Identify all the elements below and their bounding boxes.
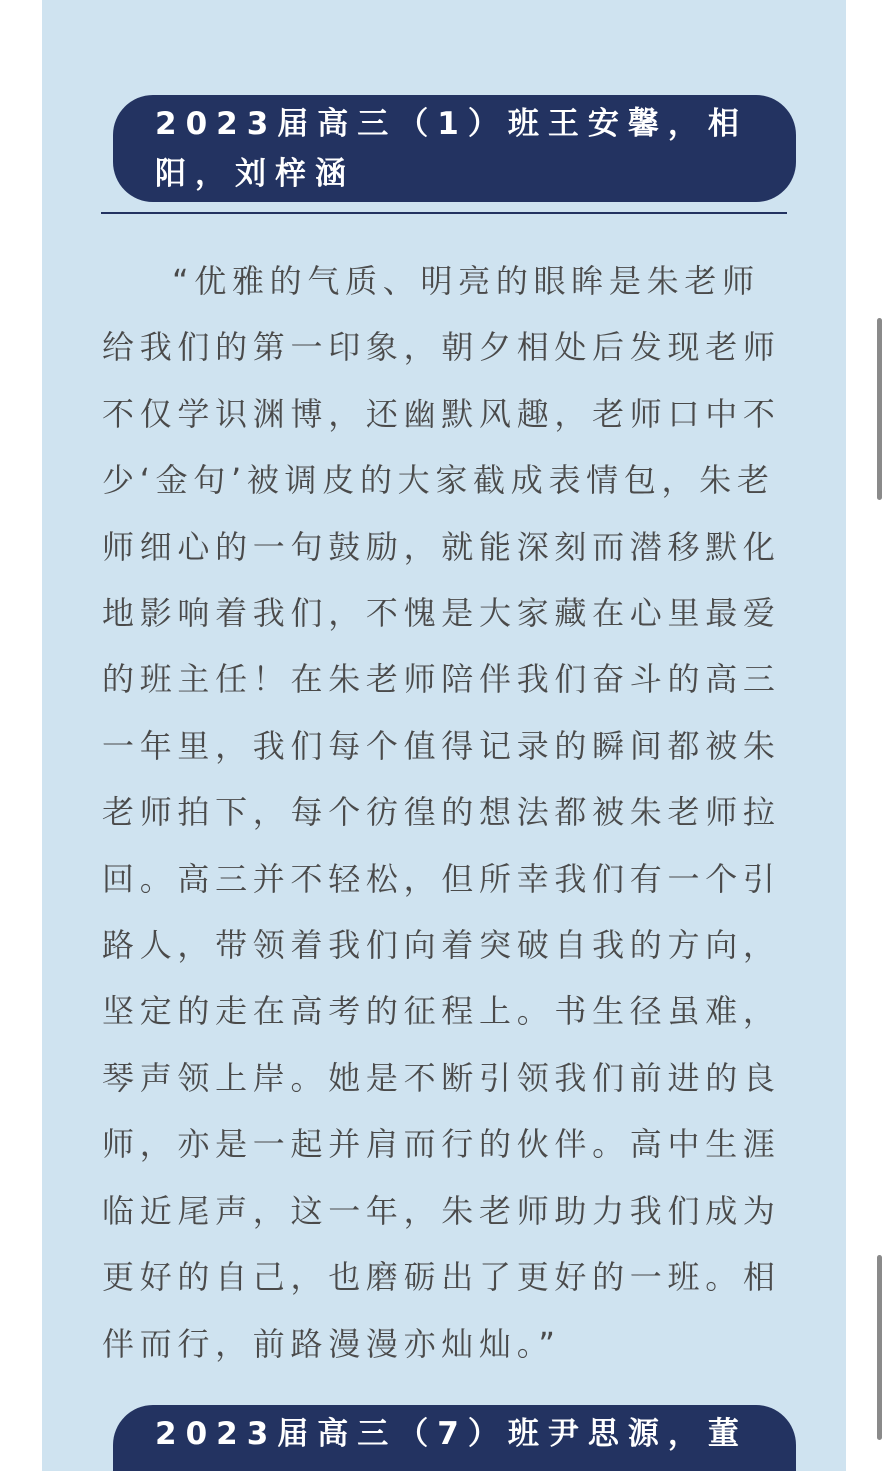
next-section-title-banner [113, 1405, 796, 1471]
next-section-title: 2023届高三（7）班尹思源，董 [155, 1416, 748, 1452]
student-quote: “优雅的气质、明亮的眼眸是朱老师给我们的第一印象，朝夕相处后发现老师不仅学识渊博，还幽默风趣，老师口中不少‘金句’被调皮的大家截成表情包，朱老师细心的一句鼓励，就能深刻而潜移默化地影响着我们，不愧是大家藏在心里最爱的班主任！在朱老师陪伴我们奋斗的高三一年里，我们每个值得记录的瞬间都被朱老师拍下，每个彷徨的想法都被朱老师拉回。高三并不轻松，但所幸我们有一个引路人，带领着我们向着突破自我的方向，坚定的走在高考的征程上。书生径虽难，琴声领上岸。她是不断引领我们前进的良师，亦是一起并肩而行的伙伴。高中生涯临近尾声，这一年，朱老师助力我们成为更好的自己，也磨砺出了更好的一班。相伴而行，前路漫漫亦灿灿。” [102, 262, 781, 1363]
scrollbar-thumb-secondary[interactable] [877, 1255, 882, 1440]
title-divider [101, 212, 787, 214]
section-title-banner [113, 95, 796, 202]
scrollbar-thumb[interactable] [877, 318, 882, 500]
section-title: 2023届高三（1）班王安馨，相阳，刘梓涵 [155, 106, 748, 192]
